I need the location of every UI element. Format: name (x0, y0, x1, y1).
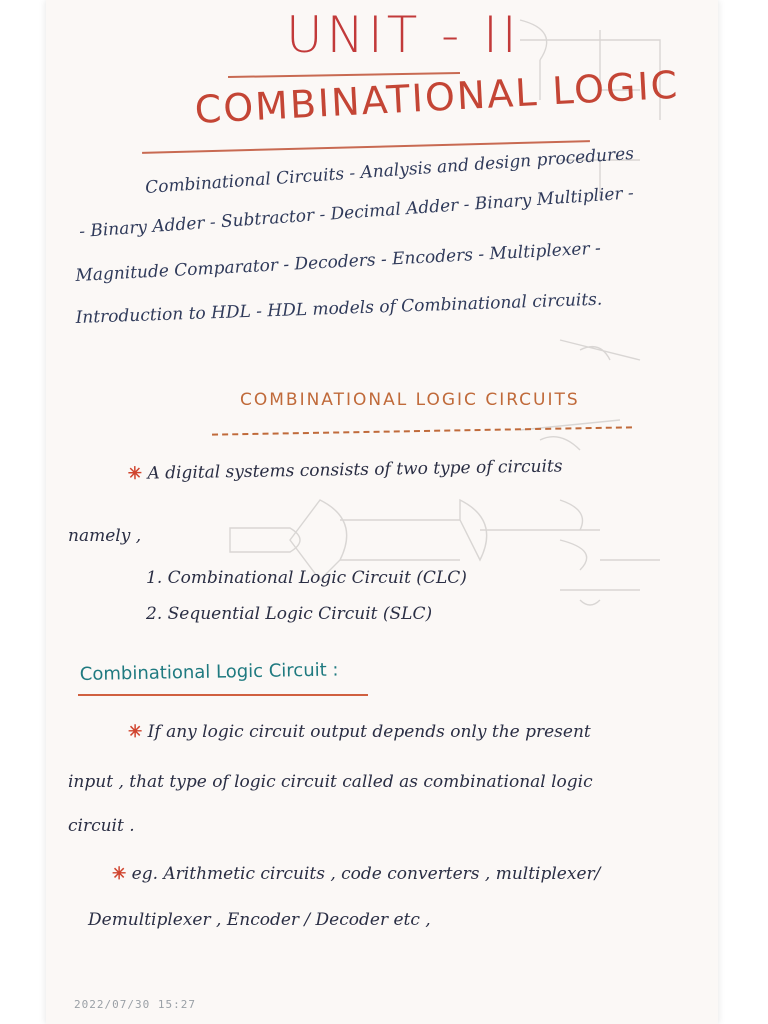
paragraph-2-line-1 (128, 722, 591, 742)
syllabus-line-4: Introduction to HDL - HDL models of Combinational circuits. (75, 289, 603, 328)
paragraph-1-text: A digital systems consists of two type of circuits (147, 456, 563, 484)
asterisk-bullet-icon: ✳ (128, 722, 143, 742)
syllabus-line-1: Combinational Circuits - Analysis and design procedures (144, 143, 635, 198)
paragraph-2-line-2: input , that type of logic circuit called as combinational logic (68, 772, 593, 792)
paragraph-3-text: eg. Arithmetic circuits , code converters , multiplexer/ (131, 864, 601, 884)
timestamp-stamp: 2022/07/30 15:27 (74, 998, 196, 1011)
asterisk-bullet-icon: ✳ (127, 463, 143, 484)
list-item: 2. Sequential Logic Circuit (SLC) (146, 604, 433, 624)
main-title: COMBINATIONAL LOGIC (193, 62, 681, 132)
paragraph-1-line-2: namely , (68, 526, 142, 546)
paragraph-3-line-2: Demultiplexer , Encoder / Decoder etc , (88, 910, 431, 930)
asterisk-bullet-icon: ✳ (112, 864, 127, 884)
paragraph-2-line-3: circuit . (68, 816, 135, 836)
subheading-underline (78, 694, 368, 696)
subheading: Combinational Logic Circuit : (79, 659, 339, 685)
unit-title: UNIT - II (286, 6, 521, 64)
list-item: 1. Combinational Logic Circuit (CLC) (146, 568, 467, 588)
paragraph-3-line-1 (112, 864, 600, 884)
syllabus-line-2: - Binary Adder - Subtractor - Decimal Adder - Binary Multiplier - (78, 183, 635, 242)
paragraph-2-text: If any logic circuit output depends only the present (147, 722, 591, 742)
syllabus-line-3: Magnitude Comparator - Decoders - Encoders - Multiplexer - (74, 238, 602, 286)
section-heading: COMBINATIONAL LOGIC CIRCUITS (240, 390, 580, 410)
